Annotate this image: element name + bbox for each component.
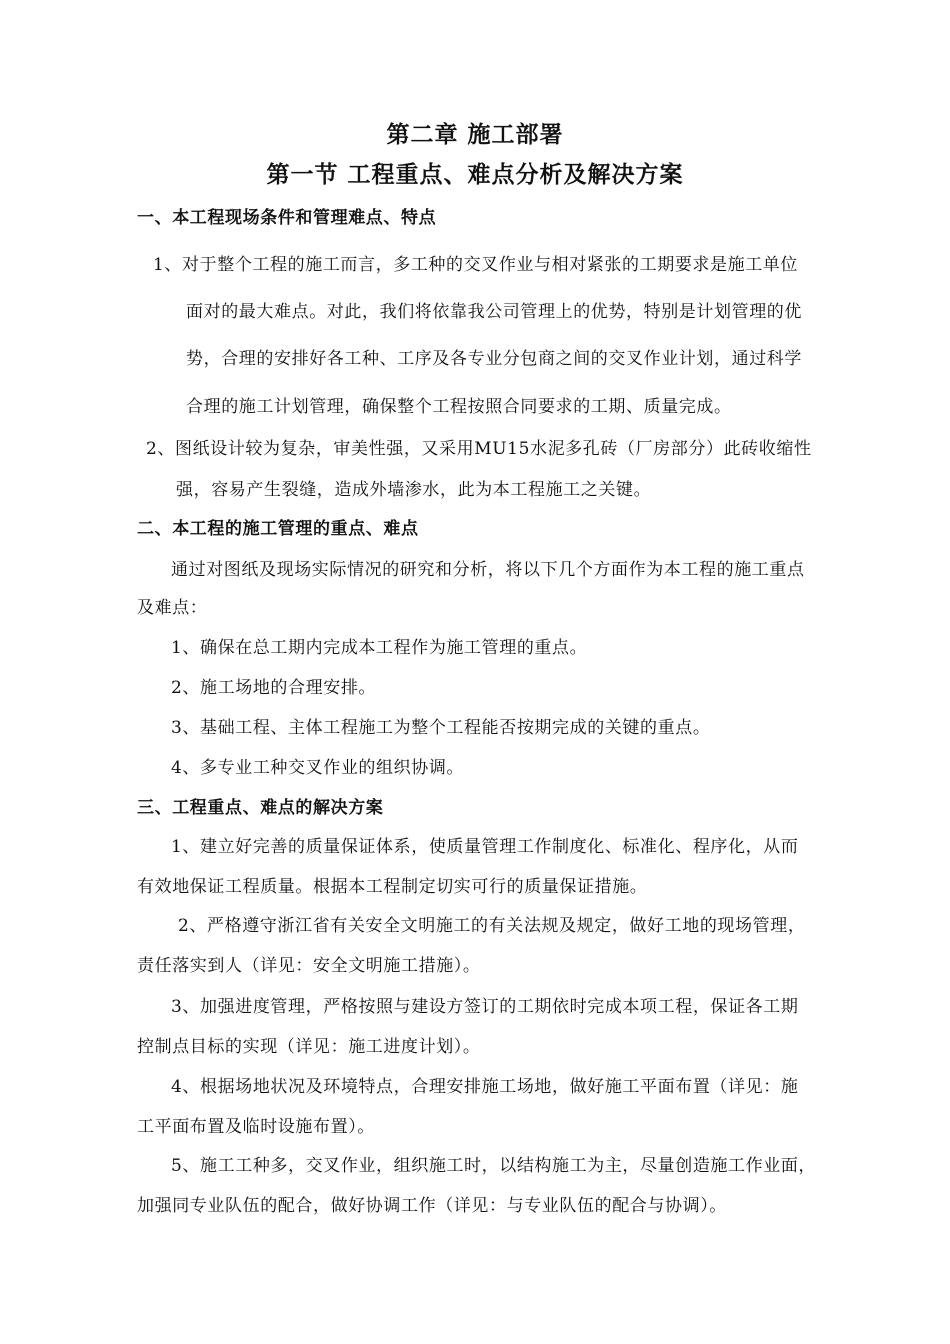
part3-item5-line2: 加强同专业队伍的配合，做好协调工作（详见：与专业队伍的配合与协调）。 bbox=[137, 1196, 727, 1216]
part3-item5-line1: 5、施工工种多，交叉作业，组织施工时，以结构施工为主，尽量创造施工作业面， bbox=[171, 1156, 817, 1176]
part1-item1-line3: 势，合理的安排好各工种、工序及各专业分包商之间的交叉作业计划，通过科学 bbox=[186, 349, 802, 369]
part3-item3-line2: 控制点目标的实现（详见：施工进度计划）。 bbox=[137, 1037, 481, 1057]
part2-item-2: 2、施工场地的合理安排。 bbox=[171, 678, 377, 698]
part3-item4-line1: 4、根据场地状况及环境特点，合理安排施工场地，做好施工平面布置（详见：施 bbox=[171, 1077, 799, 1097]
part2-heading: 二、本工程的施工管理的重点、难点 bbox=[137, 519, 419, 539]
section-title: 第一节 工程重点、难点分析及解决方案 bbox=[266, 161, 684, 188]
chapter-title: 第二章 施工部署 bbox=[386, 121, 564, 148]
part1-item2-line2: 强，容易产生裂缝，造成外墙渗水，此为本工程施工之关键。 bbox=[176, 480, 652, 500]
part2-item-1: 1、确保在总工期内完成本工程作为施工管理的重点。 bbox=[171, 638, 588, 658]
part3-heading: 三、工程重点、难点的解决方案 bbox=[137, 798, 384, 818]
part1-item1-line4: 合理的施工计划管理，确保整个工程按照合同要求的工期、质量完成。 bbox=[186, 397, 732, 417]
part3-item2-line1: 2、严格遵守浙江省有关安全文明施工的有关法规及规定，做好工地的现场管理， bbox=[178, 916, 806, 936]
part1-item1-line2: 面对的最大难点。对此，我们将依靠我公司管理上的优势，特别是计划管理的优 bbox=[186, 302, 802, 322]
part3-item2-line2: 责任落实到人（详见：安全文明施工措施）。 bbox=[137, 956, 481, 976]
part3-item4-line2: 工平面布置及临时设施布置）。 bbox=[137, 1117, 375, 1137]
part1-item2-line1: 2、图纸设计较为复杂，审美性强，又采用MU15水泥多孔砖（厂房部分）此砖收缩性 bbox=[146, 439, 812, 459]
part2-intro-line2: 及难点： bbox=[137, 598, 208, 618]
part3-item3-line1: 3、加强进度管理，严格按照与建设方签订的工期依时完成本项工程，保证各工期 bbox=[171, 997, 799, 1017]
part2-item-3: 3、基础工程、主体工程施工为整个工程能否按期完成的关键的重点。 bbox=[171, 718, 711, 738]
part2-item-4: 4、多专业工种交叉作业的组织协调。 bbox=[171, 758, 465, 778]
part3-item1-line1: 1、建立好完善的质量保证体系，使质量管理工作制度化、标准化、程序化，从而 bbox=[171, 837, 799, 857]
part3-item1-line2: 有效地保证工程质量。根据本工程制定切实可行的质量保证措施。 bbox=[137, 877, 648, 897]
part2-intro-line1: 通过对图纸及现场实际情况的研究和分析，将以下几个方面作为本工程的施工重点 bbox=[171, 560, 805, 580]
part1-heading: 一、本工程现场条件和管理难点、特点 bbox=[137, 208, 437, 228]
part1-item1-line1: 1、对于整个工程的施工而言，多工种的交叉作业与相对紧张的工期要求是施工单位 bbox=[153, 255, 799, 275]
